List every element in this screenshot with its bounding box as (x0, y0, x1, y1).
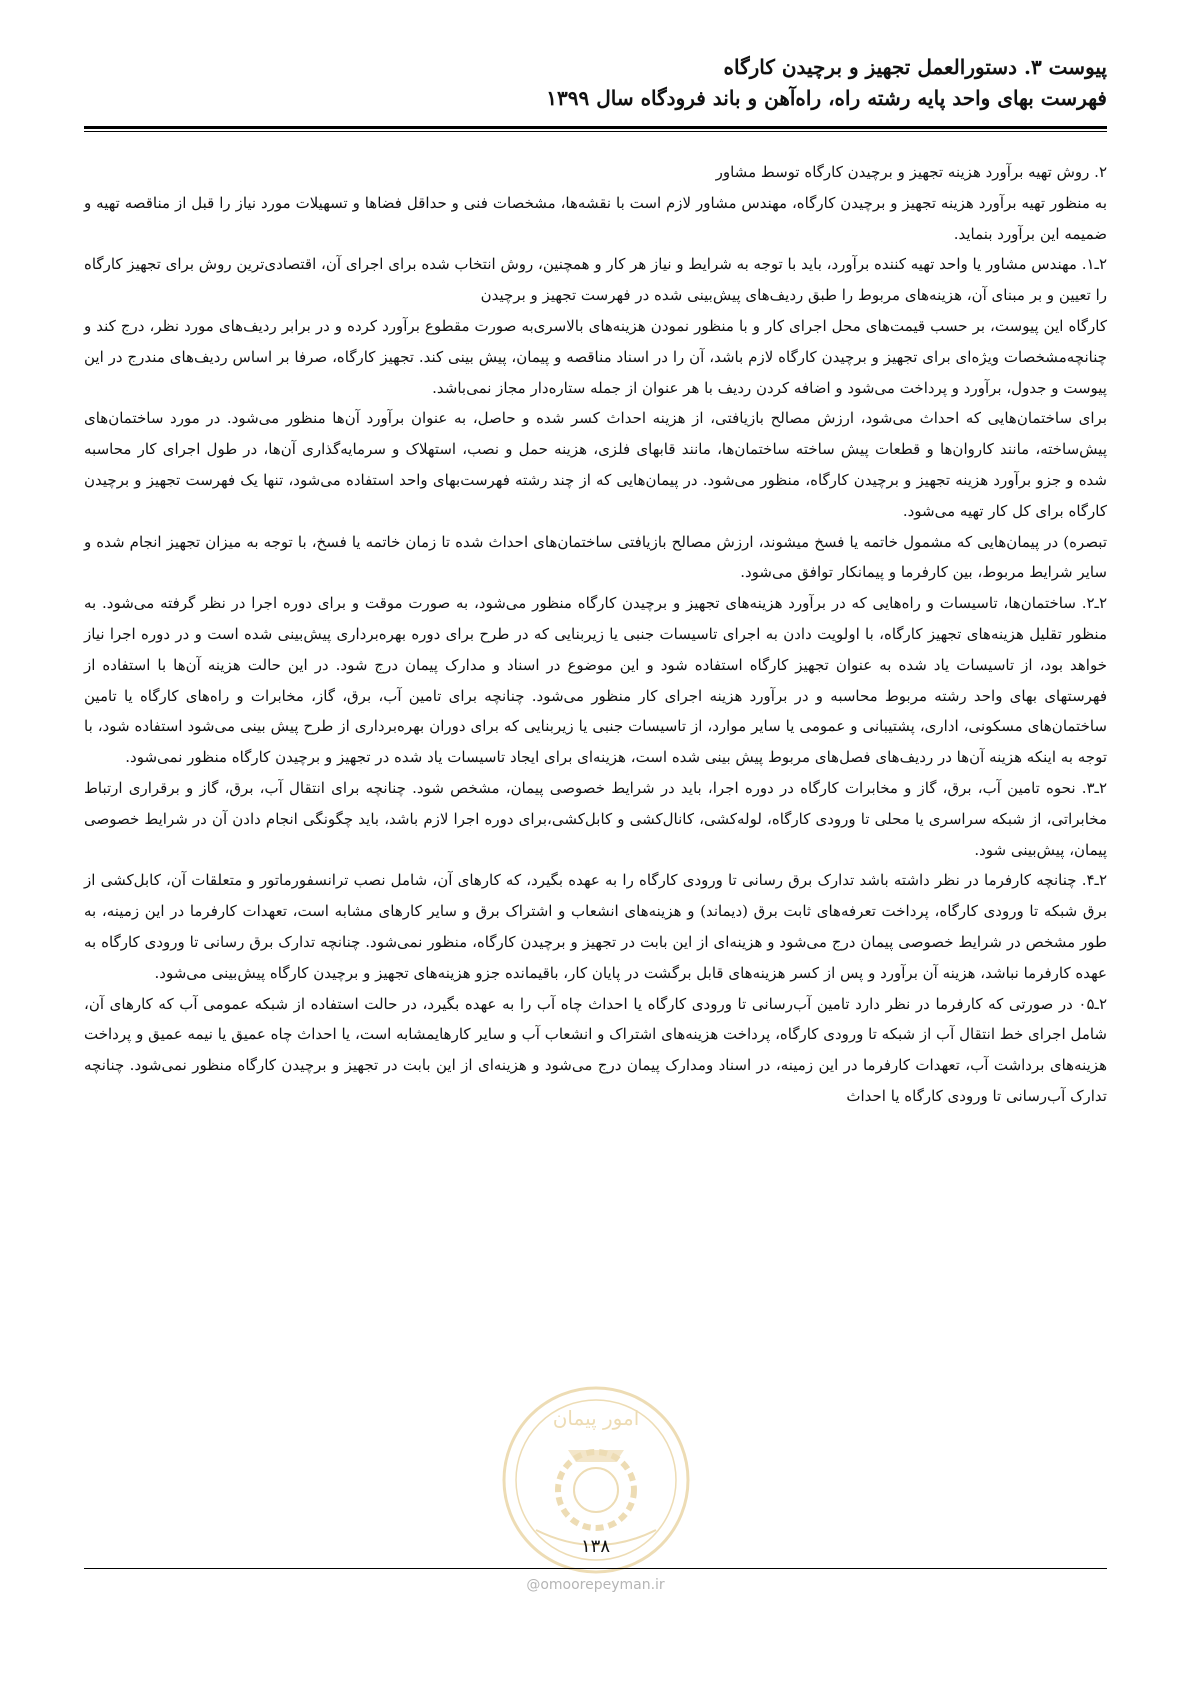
paragraph: ۲ـ۳. نحوه تامین آب، برق، گاز و مخابرات کارگاه در دوره اجرا، باید در شرایط خصوصی پیمان، مشخص شود. چنانچه برای انتقال آب، برق، گاز و برقراری ارتباط مخابراتی، از شبکه سراسری یا محلی تا ورودی کارگاه، لوله‌کشی، کانال‌کشی و کابل‌کشی،برای دوره اجرا لازم باشد، باید چگونگی انجام دادن آن در شرایط خصوصی پیمان، پیش‌بینی شود. (84, 778, 1107, 859)
header-subtitle: فهرست بهای واحد پایه رشته راه، راه‌آهن و باند فرودگاه سال ۱۳۹۹ (546, 86, 1107, 110)
footer-rule (84, 1568, 1107, 1569)
paragraph: ۲ـ۱. مهندس مشاور یا واحد تهیه کننده برآورد، باید با توجه به شرایط و نیاز هر کار و همچنین، روش انتخاب شده برای اجرای آن، اقتصادی‌ترین روش برای تجهیز کارگاه را تعیین و بر مبنای آن، هزینه‌های مربوط را طبق ردیف‌های پیش‌بینی شده در فهرست تجهیز و برچیدن (84, 255, 1107, 305)
paragraph: تبصره) در پیمان‌هایی که مشمول خاتمه یا فسخ میشوند، ارزش مصالح بازیافتی ساختمان‌های احداث شده تا زمان خاتمه یا فسخ، با توجه به میزان تجهیز انجام شده و سایر شرایط مربوط، بین کارفرما و پیمانکار توافق می‌شود. (84, 532, 1107, 582)
header-title: پیوست ۳. دستورالعمل تجهیز و برچیدن کارگاه (723, 55, 1107, 79)
paragraph: کارگاه این پیوست، بر حسب قیمت‌های محل اجرای کار و با منظور نمودن هزینه‌های بالاسری‌به صورت مقطوع برآورد کرده و در برابر ردیف‌های مورد نظر، درج کند و چنانچه‌مشخصات ویژه‌ای برای تجهیز و برچیدن کارگاه لازم باشد، آن را در اسناد مناقصه و پیمان، پیش بینی کند. تجهیز کارگاه، صرفا بر اساس ردیف‌های مندرج در این پیوست و جدول، برآورد و پرداخت می‌شود و اضافه کردن ردیف با هر عنوان از جمله ستاره‌دار مجاز نمی‌باشد. (84, 316, 1107, 397)
watermark-label: امور پیمان (552, 1406, 640, 1430)
header-rule-thick (84, 126, 1107, 129)
section-heading: ۲. روش تهیه برآورد هزینه تجهیز و برچیدن کارگاه توسط مشاور (715, 163, 1107, 181)
watermark-url: @omoorepeyman.ir (526, 1577, 665, 1593)
page-header (84, 52, 1107, 114)
paragraph: ۲ـ۴. چنانچه کارفرما در نظر داشته باشد تدارک برق رسانی تا ورودی کارگاه را به عهده بگیرد، که کارهای آن، شامل نصب ترانسفورماتور و متعلقات آن، کابل‌کشی از برق شبکه تا ورودی کارگاه، پرداخت تعرفه‌های ثابت برق (دیماند) و هزینه‌های انشعاب و اشتراک برق و سایر کارهای مشابه است، تعهدات کارفرما در این زمینه، به طور مشخص در شرایط خصوصی پیمان درج می‌شود و هزینه‌ای از این بابت در تجهیز و برچیدن کارگاه، منظور نمی‌شود. چنانچه تدارک برق رسانی تا ورودی کارگاه به عهده کارفرما نباشد، هزینه آن برآورد و پس از کسر هزینه‌های قابل برگشت در پایان کار، باقیمانده جزو هزینه‌های تجهیز و برچیدن کارگاه پیش‌بینی می‌شود. (84, 871, 1107, 982)
header-rule-thin (84, 131, 1107, 132)
body-text (84, 157, 1107, 1112)
paragraph: ۲ـ۲. ساختمان‌ها، تاسیسات و راه‌هایی که در برآورد هزینه‌های تجهیز و برچیدن کارگاه منظور می‌شود، به صورت موقت و برای دوره اجرا در نظر گرفته می‌شود. به منظور تقلیل هزینه‌های تجهیز کارگاه، با اولویت دادن به اجرای تاسیسات جنبی یا زیربنایی که در طرح برای دوره بهره‌برداری پیش‌بینی شده است و در دوره اجرا نیاز خواهد بود، از تاسیسات یاد شده به عنوان تجهیز کارگاه استفاده شود و این موضوع در اسناد و مدارک پیمان درج شود. در این حالت هزینه آن‌ها با استفاده از فهرستهای بهای واحد رشته مربوط محاسبه و در برآورد هزینه اجرای کار منظور می‌شود. چنانچه برای تامین آب، برق، گاز، مخابرات و راه‌های کارگاه یا تامین ساختمان‌های مسکونی، اداری، پشتیبانی و عمومی یا سایر موارد، از تاسیسات جنبی یا زیربنایی که برای دوران بهره‌برداری از طرح پیش بینی می‌شود استفاده شود، با توجه به اینکه هزینه آن‌ها در ردیف‌های فصل‌های مربوط پیش بینی شده است، هزینه‌ای برای ایجاد تاسیسات یاد شده در تجهیز و برچیدن کارگاه منظور نمی‌شود. (84, 594, 1107, 767)
page-number: ۱۳۸ (580, 1536, 610, 1557)
paragraph: به منظور تهیه برآورد هزینه تجهیز و برچیدن کارگاه، مهندس مشاور لازم است با نقشه‌ها، مشخصات فنی و حداقل فضاها و تسهیلات مورد نیاز را قبل از مناقصه تهیه و ضمیمه این برآورد بنماید. (84, 193, 1107, 243)
paragraph: برای ساختمان‌هایی که احداث می‌شود، ارزش مصالح بازیافتی، از هزینه احداث کسر شده و حاصل، به عنوان برآورد آن‌ها منظور می‌شود. در مورد ساختمان‌های پیش‌ساخته، مانند کاروان‌ها و قطعات پیش ساخته ساختمان‌ها، مانند قابهای فلزی، هزینه حمل و نصب، استهلاک و سرمایه‌گذاری آن‌ها، در طول اجرای کار محاسبه شده و جزو برآورد هزینه تجهیز و برچیدن کارگاه، منظور می‌شود. در پیمان‌هایی که از چند رشته فهرست‌بهای واحد استفاده می‌شود، تنها یک فهرست تجهیز و برچیدن کارگاه برای کل کار تهیه می‌شود. (84, 409, 1107, 520)
paragraph: ۲ـ۰۵ در صورتی که کارفرما در نظر دارد تامین آب‌رسانی تا ورودی کارگاه یا احداث چاه آب را به عهده بگیرد، در حالت استفاده از شبکه عمومی آب که کارهای آن، شامل اجرای خط انتقال آب از شبکه تا ورودی کارگاه، پرداخت هزینه‌های اشتراک و انشعاب آب و سایر کارهایمشابه است، یا احداث چاه عمیق یا نیمه عمیق و پرداخت هزینه‌های برداشت آب، تعهدات کارفرما در این زمینه، در اسناد ومدارک پیمان درج می‌شود و هزینه‌ای از این بابت در تجهیز و برچیدن کارگاه منظور نمی‌شود. چنانچه تدارک آب‌رسانی تا ورودی کارگاه یا احداث (84, 994, 1107, 1105)
